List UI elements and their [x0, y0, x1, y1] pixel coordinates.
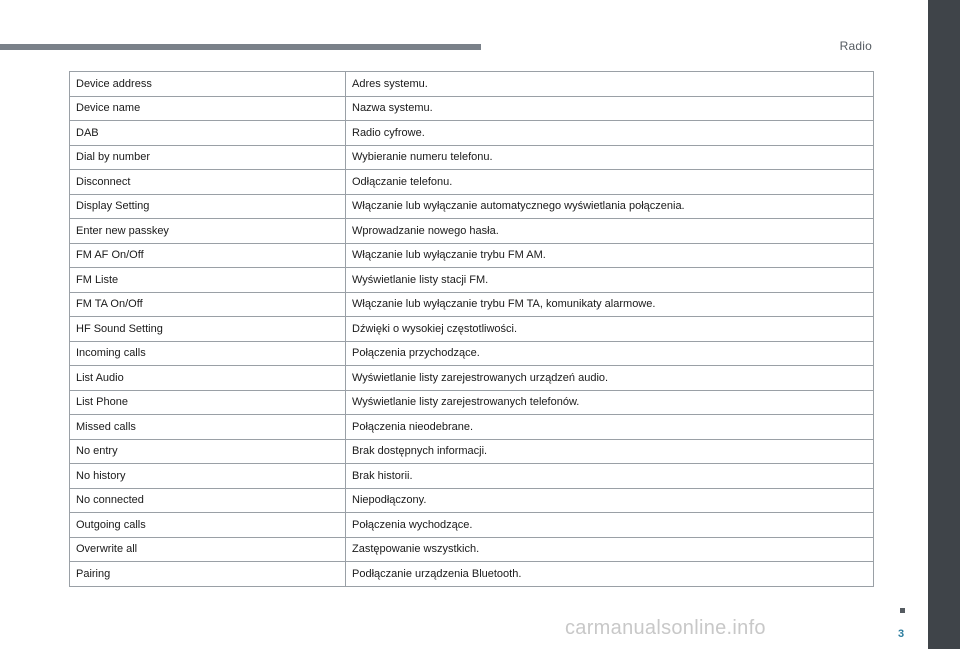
table-row — [70, 341, 874, 366]
translation-cell: Włączanie lub wyłączanie trybu FM TA, komunikaty alarmowe. — [346, 292, 874, 317]
translation-cell: Brak historii. — [346, 464, 874, 489]
translation-cell: Radio cyfrowe. — [346, 121, 874, 146]
translation-cell: Niepodłączony. — [346, 488, 874, 513]
table-row — [70, 268, 874, 293]
term-cell: List Phone — [70, 390, 346, 415]
term-cell: No connected — [70, 488, 346, 513]
translation-cell: Połączenia wychodzące. — [346, 513, 874, 538]
glossary-table — [69, 71, 874, 587]
term-cell: Dial by number — [70, 145, 346, 170]
term-cell: FM TA On/Off — [70, 292, 346, 317]
term-cell: FM AF On/Off — [70, 243, 346, 268]
term-cell: FM Liste — [70, 268, 346, 293]
table-row — [70, 366, 874, 391]
translation-cell: Odłączanie telefonu. — [346, 170, 874, 195]
section-title: Radio — [839, 39, 872, 53]
translation-cell: Dźwięki o wysokiej częstotliwości. — [346, 317, 874, 342]
table-row — [70, 96, 874, 121]
table-row — [70, 439, 874, 464]
translation-cell: Zastępowanie wszystkich. — [346, 537, 874, 562]
table-row — [70, 243, 874, 268]
term-cell: Outgoing calls — [70, 513, 346, 538]
term-cell: Device name — [70, 96, 346, 121]
translation-cell: Włączanie lub wyłączanie trybu FM AM. — [346, 243, 874, 268]
table-row — [70, 219, 874, 244]
translation-cell: Wprowadzanie nowego hasła. — [346, 219, 874, 244]
translation-cell: Podłączanie urządzenia Bluetooth. — [346, 562, 874, 587]
table-row — [70, 121, 874, 146]
translation-cell: Adres systemu. — [346, 72, 874, 97]
term-cell: List Audio — [70, 366, 346, 391]
page-marker — [900, 608, 905, 613]
term-cell: Overwrite all — [70, 537, 346, 562]
table-row — [70, 537, 874, 562]
header-rule — [0, 44, 481, 50]
term-cell: Pairing — [70, 562, 346, 587]
side-tab-strip — [928, 0, 960, 649]
term-cell: Disconnect — [70, 170, 346, 195]
translation-cell: Połączenia nieodebrane. — [346, 415, 874, 440]
table-row — [70, 488, 874, 513]
term-cell: Display Setting — [70, 194, 346, 219]
term-cell: No entry — [70, 439, 346, 464]
translation-cell: Nazwa systemu. — [346, 96, 874, 121]
term-cell: Missed calls — [70, 415, 346, 440]
page-number: 3 — [898, 628, 905, 640]
translation-cell: Wyświetlanie listy zarejestrowanych urządzeń audio. — [346, 366, 874, 391]
table-row — [70, 317, 874, 342]
translation-cell: Wybieranie numeru telefonu. — [346, 145, 874, 170]
glossary-body — [70, 72, 874, 587]
term-cell: Incoming calls — [70, 341, 346, 366]
translation-cell: Brak dostępnych informacji. — [346, 439, 874, 464]
table-row — [70, 170, 874, 195]
table-row — [70, 464, 874, 489]
table-row — [70, 513, 874, 538]
table-row — [70, 194, 874, 219]
term-cell: DAB — [70, 121, 346, 146]
watermark: carmanualsonline.info — [565, 617, 766, 639]
translation-cell: Włączanie lub wyłączanie automatycznego wyświetlania połączenia. — [346, 194, 874, 219]
table-row — [70, 562, 874, 587]
term-cell: Device address — [70, 72, 346, 97]
term-cell: Enter new passkey — [70, 219, 346, 244]
table-row — [70, 145, 874, 170]
term-cell: HF Sound Setting — [70, 317, 346, 342]
table-row — [70, 390, 874, 415]
table-row — [70, 72, 874, 97]
table-row — [70, 415, 874, 440]
table-row — [70, 292, 874, 317]
term-cell: No history — [70, 464, 346, 489]
translation-cell: Połączenia przychodzące. — [346, 341, 874, 366]
translation-cell: Wyświetlanie listy zarejestrowanych telefonów. — [346, 390, 874, 415]
translation-cell: Wyświetlanie listy stacji FM. — [346, 268, 874, 293]
